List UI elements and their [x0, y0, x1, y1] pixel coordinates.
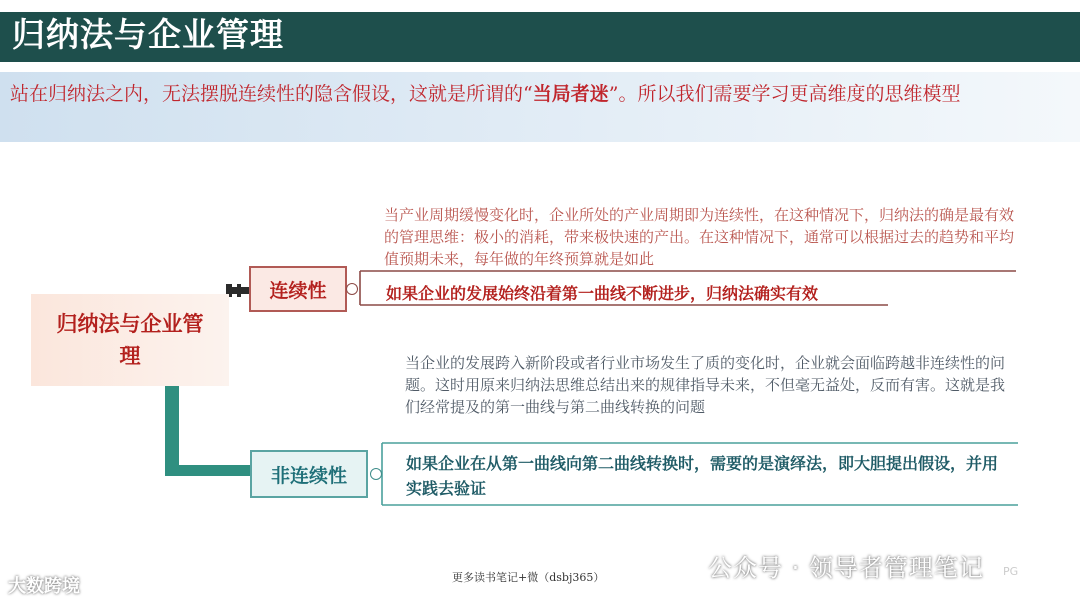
collapse-circle-icon: [370, 468, 382, 480]
intro-highlight: 当局者迷: [532, 83, 609, 105]
watermark-right: 公众号 · 领导者管理笔记: [708, 554, 984, 582]
continuity-conclusion: 如果企业的发展始终沿着第一曲线不断进步，归纳法确实有效: [386, 284, 819, 303]
connector-teal: [165, 386, 251, 476]
root-node: [31, 294, 229, 386]
node-continuity: 连续性: [249, 266, 347, 312]
connector-dark: [226, 284, 250, 297]
watermark-left: 大数跨境: [8, 576, 80, 597]
collapse-circle-icon: [346, 283, 358, 295]
footer-note: 更多读书笔记+微（dsbj365）: [452, 571, 605, 584]
intro-part1: 站在归纳法之内，无法摆脱连续性的隐含假设，这就是所谓的“: [10, 83, 533, 105]
page-number: PG: [1003, 565, 1019, 578]
discontinuity-description: 当企业的发展跨入新阶段或者行业市场发生了质的变化时，企业就会面临跨越非连续性的问题。这时用原来归纳法思维总结出来的规律指导未来，不但毫无益处，反而有害。这就是我们经常提及的第一曲线与第二曲线转换的问题: [405, 354, 1006, 416]
continuity-description: 当产业周期缓慢变化时，企业所处的产业周期即为连续性，在这种情况下，归纳法的确是最有效的管理思维：极小的消耗，带来极快速的产出。在这种情况下，通常可以根据过去的趋势和平均值预期未来，每年做的年终预算就是如此: [384, 206, 1015, 268]
discontinuity-conclusion: 如果企业在从第一曲线向第二曲线转换时，需要的是演绎法，即大胆提出假设，并用实践去验证: [406, 454, 999, 498]
slide-title: 归纳法与企业管理: [12, 15, 284, 54]
node-discontinuity: 非连续性: [250, 450, 368, 498]
intro-part2: ”。所以我们需要学习更高维度的思维模型: [608, 83, 961, 105]
root-node-label: 归纳法与企业管理: [56, 312, 204, 368]
